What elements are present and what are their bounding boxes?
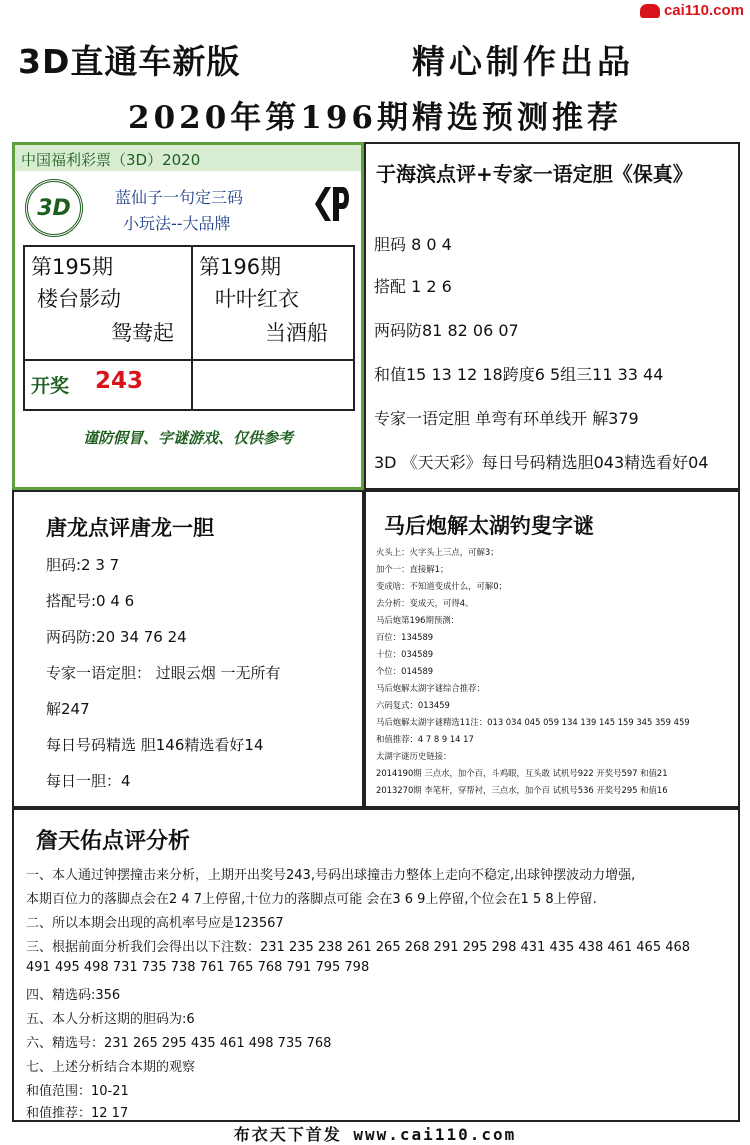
mahoupao-line: 和值推荐：4 7 8 9 14 17 [376, 734, 474, 744]
draw-label: 开奖 [31, 375, 70, 397]
zhan-line: 一、本人通过钟摆撞击来分析，上期开出奖号243,号码出球撞击力整体上走向不稳定,出球钟摆波动力增强, [26, 868, 636, 883]
mahoupao-line: 马后炮解太湖字谜综合推荐： [376, 683, 485, 693]
grid-divider-horizontal [25, 359, 353, 361]
tanglong-title: 唐龙点评唐龙一胆 [46, 516, 214, 540]
expert-box [364, 142, 740, 490]
zhan-line: 六、精选号：231 265 295 435 461 498 735 768 [26, 1036, 332, 1051]
page-subtitle: 2020年第196期精选预测推荐 [128, 100, 622, 136]
tanglong-line: 搭配号:0 4 6 [46, 592, 135, 610]
mahoupao-line: 太湖字谜历史链接： [376, 751, 452, 761]
card-header: 中国福利彩票（3D）2020 [21, 151, 201, 169]
zhan-line: 二、所以本期会出现的高机率号应是123567 [26, 916, 284, 931]
mahoupao-line: 十位：034589 [376, 649, 434, 659]
zhan-box [12, 808, 740, 1122]
zhan-line: 四、精选码:356 [26, 988, 121, 1003]
zhan-line: 七、上述分析结合本期的观察 [26, 1060, 196, 1075]
zhan-line: 491 495 498 731 735 738 761 765 768 791 795 798 [26, 960, 370, 975]
zhan-line: 五、本人分析这期的胆码为:6 [26, 1012, 195, 1027]
zhan-line: 三、根据前面分析我们会得出以下注数：231 235 238 261 265 268 291 295 298 431 435 438 461 465 468 [26, 940, 691, 955]
expert-line: 专家一语定胆 单弯有环单线开 解379 [374, 409, 639, 428]
card-tagline-1: 蓝仙子一句定三码 [115, 188, 244, 207]
tanglong-line: 每日一胆：4 [46, 772, 131, 790]
lightbulb-icon [640, 4, 660, 18]
title-left: 3D直通车新版 [18, 42, 241, 81]
site-logo-text: cai110.com [663, 2, 744, 19]
mahoupao-line: 百位：134589 [376, 632, 434, 642]
expert-line: 搭配 1 2 6 [374, 277, 452, 296]
mahoupao-line: 马后炮解太湖字谜精选11注：013 034 045 059 134 139 145 159 345 359 459 [376, 717, 690, 727]
mahoupao-line: 变成啥：不知道变成什么，可解0； [376, 581, 507, 591]
expert-line: 胆码 8 0 4 [374, 235, 452, 254]
tanglong-line: 胆码:2 3 7 [46, 556, 120, 574]
expert-line: 和值15 13 12 18跨度6 5组三11 33 44 [374, 365, 664, 384]
zhan-line: 本期百位力的落脚点会在2 4 7上停留,十位力的落脚点可能 会在3 6 9上停留,个位会在1 5 8上停留. [26, 892, 597, 907]
mahoupao-line: 火头上：火字头上三点，可解3； [376, 547, 499, 557]
mahoupao-box [364, 490, 740, 808]
3d-badge-icon: 3D [25, 179, 83, 237]
mahoupao-line: 去分析：变成天，可得4。 [376, 598, 474, 608]
prev-riddle-line-1: 楼台影动 [37, 287, 121, 311]
zhan-line: 和值推荐：12 17 [26, 1106, 129, 1121]
next-period: 第196期 [199, 255, 282, 279]
mahoupao-line: 个位：014589 [376, 666, 434, 676]
mahoupao-line: 2014190期 三点水，加个百，斗鸡眼，互头敢 试机号922 开奖号597 和值21 [376, 768, 668, 778]
lottery-card [12, 142, 364, 490]
tanglong-line: 解247 [46, 700, 90, 718]
tanglong-line: 每日号码精选 胆146精选看好14 [46, 736, 264, 754]
next-riddle-line-2: 当酒船 [265, 321, 328, 345]
tanglong-line: 专家一语定胆： 过眼云烟 一无所有 [46, 664, 281, 682]
draw-value: 243 [95, 368, 144, 394]
zhan-line: 和值范围：10-21 [26, 1084, 129, 1099]
prev-riddle-line-2: 鸳鸯起 [111, 321, 174, 345]
expert-box-title: 于海滨点评+专家一语定胆《保真》 [376, 162, 693, 186]
expert-line: 3D 《天天彩》每日号码精选胆043精选看好04 [374, 453, 709, 472]
cp-logo-icon [307, 183, 353, 225]
expert-line: 两码防81 82 06 07 [374, 321, 519, 340]
zhan-title: 詹天佑点评分析 [36, 829, 191, 854]
prev-period: 第195期 [31, 255, 114, 279]
title-right: 精心制作出品 [412, 42, 634, 81]
mahoupao-line: 六码复式：013459 [376, 700, 450, 710]
grid-divider-vertical [191, 247, 193, 409]
tanglong-line: 两码防:20 34 76 24 [46, 628, 187, 646]
mahoupao-line: 马后炮第196期预测： [376, 615, 459, 625]
next-riddle-line-1: 叶叶红衣 [215, 287, 299, 311]
site-logo[interactable] [640, 2, 744, 19]
card-tagline-2: 小玩法--大品牌 [123, 214, 231, 233]
period-grid [23, 245, 355, 411]
mahoupao-line: 加个一：直接解1； [376, 564, 449, 574]
mahoupao-title: 马后炮解太湖钓叟字谜 [384, 514, 594, 538]
tanglong-box [12, 490, 364, 808]
mahoupao-line: 2013270期 李笔杆，穿帮衬，三点水，加个百 试机号536 开奖号295 和值16 [376, 785, 668, 795]
card-warning: 谨防假冒、字谜游戏、仅供参考 [82, 429, 293, 447]
footer: 布衣天下首发 www.cai110.com [233, 1125, 517, 1144]
